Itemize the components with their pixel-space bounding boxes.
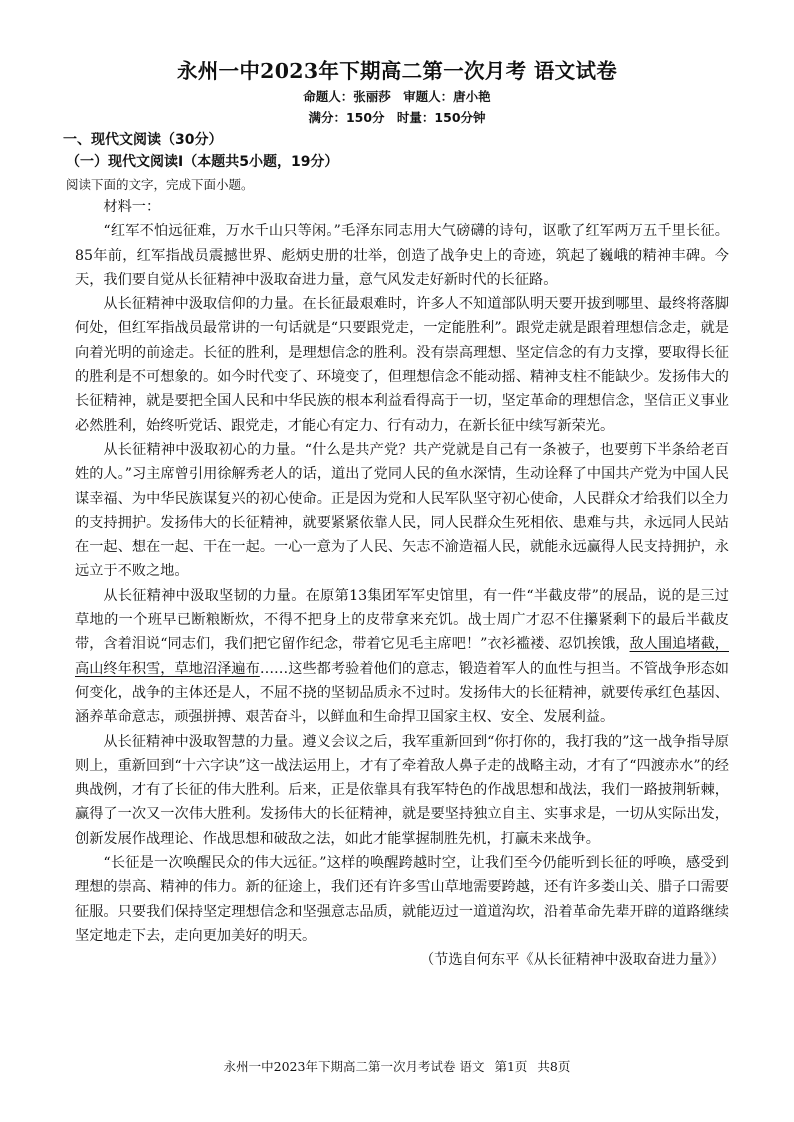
passage-paragraph: “长征是一次唤醒民众的伟大远征。”这样的唤醒跨越时空，让我们至今仍能听到长征的呼唤，感受到理想的崇高、精神的伟力。新的征途上，我们还有许多雪山草地需要跨越，还有许多娄山关、腊子口需要征服。只要我们保持坚定理想信念和坚强意志品质，就能迈过一道道沟坎，沿着革命先辈开辟的道路继续坚定地走下去，走向更加美好的明天。 [75,855,729,944]
material-label: 材料一： [103,199,161,215]
underlined-sentence: 敌人围追堵截，高山终年积雪，草地沼泽遍布 [75,636,729,677]
passage-body [75,195,729,973]
passage-paragraph: 从长征精神中汲取初心的力量。“什么是共产党？共产党就是自己有一条被子，也要剪下半条给老百姓的人。”习主席曾引用徐解秀老人的话，道出了党同人民的鱼水深情，生动诠释了中国共产党为中国人民谋幸福、为中华民族谋复兴的初心使命。正是因为党和人民军队坚守初心使命，人民群众才给我们以全力的支持拥护。发扬伟大的长征精神，就要紧紧依靠人民，同人民群众生死相依、患难与共，永远同人民站在一起、想在一起、干在一起。一心一意为了人民、矢志不渝造福人民，就能永远赢得人民支持拥护，永远立于不败之地。 [75,441,729,580]
footer-text: 永州一中2023年下期高二第一次月考试卷 语文 [223,1059,485,1074]
passage-paragraph: “红军不怕远征难，万水千山只等闲。”毛泽东同志用大气磅礴的诗句，讴歌了红军两万五千里长征。85年前，红军指战员震撼世界、彪炳史册的壮举，创造了战争史上的奇迹，筑起了巍峨的精神丰碑。今天，我们要自觉从长征精神中汲取奋进力量，意气风发走好新时代的长征路。 [75,223,729,288]
setter-label: 命题人：张丽莎 [303,89,391,104]
page-number: 第1页 [494,1059,528,1074]
section-subheading: （一）现代文阅读Ⅰ（本题共5小题，19分） [66,154,339,170]
paragraph-text: ……这些都考验着他们的意志，锻造着军人的血性与担当。不管战争形态如何变化，战争的主体还是人，不屈不挠的坚韧品质永不过时。发扬伟大的长征精神，就要传承红色基因、涵养革命意志，顽强拼搏、艰苦奋斗，以鲜血和生命捍卫国家主权、安全、发展利益。 [75,660,729,726]
exam-title: 永州一中2023年下期高二第一次月考 语文试卷 [176,59,618,83]
reading-instruction: 阅读下面的文字，完成下面小题。 [66,177,254,192]
section-heading: 一、现代文阅读（30分） [63,132,223,148]
passage-paragraph [75,584,729,730]
passage-source: （节选自何东平《从长征精神中汲取奋进力量》） [419,952,725,969]
page-footer [0,1058,794,1076]
passage-paragraph: 从长征精神中汲取信仰的力量。在长征最艰难时，许多人不知道部队明天要开拔到哪里、最终将落脚何处，但红军指战员最常讲的一句话就是“只要跟党走，一定能胜利”。跟党走就是跟着理想信念走，就是向着光明的前途走。长征的胜利，是理想信念的胜利。没有崇高理想、坚定信念的有力支撑，要取得长征的胜利是不可想象的。如今时代变了、环境变了，但理想信念不能动摇、精神支柱不能缺少。发扬伟大的长征精神，就是要把全国人民和中华民族的根本利益看得高于一切，坚定革命的理想信念，坚信正义事业必然胜利，始终听党话、跟党走，才能心有定力、行有动力，在新长征中续写新荣光。 [75,296,729,434]
page-total: 共8页 [537,1059,571,1074]
exam-setters [0,88,794,106]
time-limit-label: 时量：150分钟 [396,110,486,125]
reviewer-label: 审题人：唐小艳 [403,89,491,104]
exam-scoring [0,109,794,127]
paragraph-text: 从长征精神中汲取坚韧的力量。在原第13集团军军史馆里，有一件“半截皮带”的展品，说的是三过草地的一个班早已断粮断炊，不得不把身上的皮带拿来充饥。战士周广才忍不住攥紧剩下的最后半截皮带，含着泪说“同志们，我们把它留作纪念，带着它见毛主席吧！”衣衫褴褛、忍饥挨饿， [75,587,729,653]
passage-paragraph: 从长征精神中汲取智慧的力量。遵义会议之后，我军重新回到“你打你的，我打我的”这一战争指导原则上，重新回到“十六字诀”这一战法运用上，才有了牵着敌人鼻子走的战略主动，才有了“四渡赤水”的经典战例，才有了长征的伟大胜利。后来，正是依靠具有我军特色的作战思想和战法，我们一路披荆斩棘，赢得了一次又一次伟大胜利。发扬伟大的长征精神，就是要坚持独立自主、实事求是，一切从实际出发，创新发展作战理论、作战思想和破敌之法，如此才能掌握制胜先机，打赢未来战争。 [75,733,729,847]
full-marks-label: 满分：150分 [308,110,385,125]
